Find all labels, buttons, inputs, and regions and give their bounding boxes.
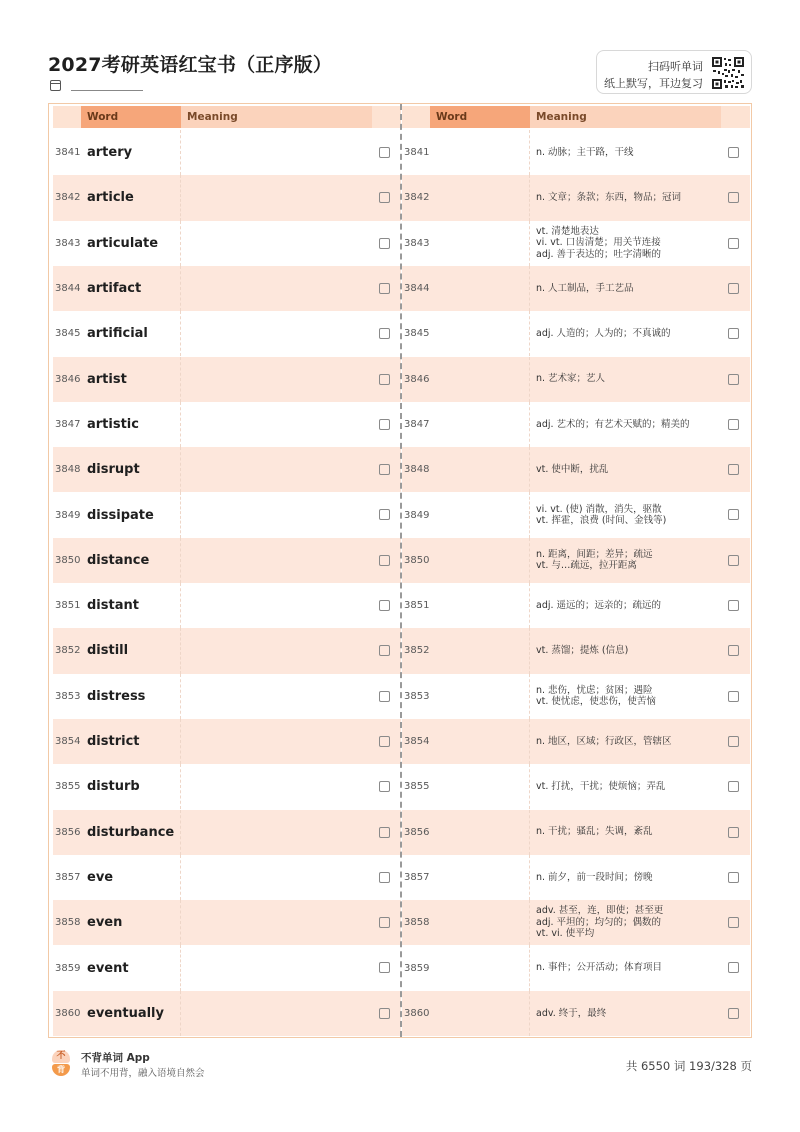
entry-meaning: n. 地区，区域；行政区，管辖区: [536, 735, 672, 747]
table-row: [402, 311, 750, 356]
meaning-blank-cell[interactable]: [181, 719, 372, 764]
entry-meaning: n. 动脉；主干路，干线: [536, 146, 634, 158]
checkbox[interactable]: [379, 147, 390, 158]
meaning-blank-cell[interactable]: [181, 130, 372, 175]
entry-number: 3841: [404, 147, 430, 159]
entry-meaning: adv. 甚至，连，即使；甚至更 adj. 平坦的；均匀的；偶数的 vt. vi. 使平均: [536, 905, 664, 940]
entry-number: 3847: [404, 418, 430, 430]
entry-word: distance: [87, 552, 150, 568]
entry-number: 3851: [55, 600, 81, 612]
entry-word: articulate: [87, 235, 159, 251]
word-blank-cell[interactable]: [430, 719, 530, 764]
entry-meaning: vt. 清楚地表达 vi. vt. 口齿清楚；用关节连接 adj. 善于表达的；吐字清晰的: [536, 225, 662, 260]
checkbox[interactable]: [379, 917, 390, 928]
page-title: 2027考研英语红宝书（正序版）: [48, 54, 333, 76]
table-row: [402, 719, 750, 764]
entry-meaning: n. 距离，间距；差异；疏远 vt. 与…疏远，拉开距离: [536, 548, 653, 572]
entry-number: 3843: [55, 237, 81, 249]
meaning-blank-cell[interactable]: [181, 175, 372, 220]
checkbox[interactable]: [728, 600, 739, 611]
word-blank-cell[interactable]: [430, 492, 530, 537]
table-row: [53, 674, 401, 719]
entry-word: distant: [87, 598, 139, 614]
entry-number: 3846: [404, 373, 430, 385]
table-row: [402, 266, 750, 311]
table-row: [53, 538, 401, 583]
table-row: [402, 764, 750, 809]
word-blank-cell[interactable]: [430, 764, 530, 809]
table-row: [53, 221, 401, 266]
entry-meaning: adv. 终于，最终: [536, 1007, 607, 1019]
entry-number: 3854: [404, 736, 430, 748]
logo-glyph-top: 不: [52, 1050, 70, 1063]
word-blank-cell[interactable]: [430, 991, 530, 1036]
table-row: [53, 492, 401, 537]
entry-number: 3848: [404, 464, 430, 476]
entry-number: 3843: [404, 237, 430, 249]
right-column-meanings: [402, 104, 750, 1037]
checkbox[interactable]: [728, 238, 739, 249]
entry-meaning: adj. 人造的；人为的；不真诚的: [536, 328, 671, 340]
entry-number: 3848: [55, 464, 81, 476]
meaning-blank-cell[interactable]: [181, 945, 372, 990]
checkbox[interactable]: [379, 827, 390, 838]
meaning-blank-cell[interactable]: [181, 855, 372, 900]
entry-number: 3849: [404, 509, 430, 521]
header-check-cell: [372, 106, 401, 128]
checkbox[interactable]: [728, 328, 739, 339]
word-blank-cell[interactable]: [430, 538, 530, 583]
table-row: [402, 447, 750, 492]
entry-meaning: vt. 蒸馏；提炼 (信息): [536, 645, 629, 657]
entry-word: artistic: [87, 416, 139, 432]
entry-number: 3853: [55, 690, 81, 702]
entry-meaning: n. 文章；条款；东西，物品；冠词: [536, 192, 682, 204]
entry-word: disturbance: [87, 824, 175, 840]
entry-word: district: [87, 734, 140, 750]
meaning-blank-cell[interactable]: [181, 674, 372, 719]
entry-number: 3858: [404, 917, 430, 929]
date-field: [50, 80, 143, 91]
entry-word: event: [87, 960, 129, 976]
word-blank-cell[interactable]: [430, 900, 530, 945]
entry-number: 3860: [55, 1007, 81, 1019]
checkbox[interactable]: [379, 238, 390, 249]
table-row: [53, 175, 401, 220]
entry-number: 3857: [404, 871, 430, 883]
entry-meaning: vt. 使中断，扰乱: [536, 463, 609, 475]
entry-word: disrupt: [87, 462, 140, 478]
page-counter: 共 6550 词 193/328 页: [625, 1059, 752, 1073]
entry-number: 3842: [55, 192, 81, 204]
meaning-blank-cell[interactable]: [181, 221, 372, 266]
entry-number: 3859: [404, 962, 430, 974]
entry-word: artifact: [87, 281, 142, 297]
word-blank-cell[interactable]: [430, 447, 530, 492]
logo-glyph-bottom: 背: [52, 1064, 70, 1076]
checkbox[interactable]: [728, 917, 739, 928]
word-blank-cell[interactable]: [430, 674, 530, 719]
table-row: [402, 628, 750, 673]
entry-meaning: adj. 艺术的；有艺术天赋的；精美的: [536, 418, 690, 430]
checkbox[interactable]: [379, 328, 390, 339]
checkbox[interactable]: [728, 736, 739, 747]
entry-word: even: [87, 915, 123, 931]
checkbox[interactable]: [379, 509, 390, 520]
table-row: [402, 221, 750, 266]
table-row: [53, 810, 401, 855]
word-blank-cell[interactable]: [430, 628, 530, 673]
entry-number: 3850: [55, 554, 81, 566]
checkbox[interactable]: [728, 509, 739, 520]
word-blank-cell[interactable]: [430, 810, 530, 855]
meaning-blank-cell[interactable]: [181, 628, 372, 673]
entry-number: 3859: [55, 962, 81, 974]
qr-code-icon[interactable]: [711, 56, 745, 90]
checkbox[interactable]: [379, 192, 390, 203]
word-blank-cell[interactable]: [430, 945, 530, 990]
entry-meaning: n. 艺术家；艺人: [536, 373, 606, 385]
table-row: [53, 719, 401, 764]
entry-number: 3849: [55, 509, 81, 521]
entry-number: 3846: [55, 373, 81, 385]
checkbox[interactable]: [379, 736, 390, 747]
checkbox[interactable]: [728, 1008, 739, 1019]
meaning-blank-cell[interactable]: [181, 402, 372, 447]
qr-caption-dictation: 纸上默写，耳边复习: [604, 77, 703, 90]
checkbox[interactable]: [379, 283, 390, 294]
entry-number: 3854: [55, 736, 81, 748]
table-row: [53, 628, 401, 673]
entry-word: artery: [87, 145, 133, 161]
entry-number: 3856: [55, 826, 81, 838]
entry-number: 3841: [55, 147, 81, 159]
table-row: [402, 855, 750, 900]
entry-number: 3852: [404, 645, 430, 657]
checkbox[interactable]: [728, 872, 739, 883]
header-check-cell: [721, 106, 750, 128]
table-row: [402, 900, 750, 945]
meaning-blank-cell[interactable]: [181, 583, 372, 628]
app-logo: [52, 1050, 72, 1076]
qr-caption-listen: 扫码听单词: [648, 60, 703, 73]
table-row: [402, 538, 750, 583]
meaning-blank-cell[interactable]: [181, 538, 372, 583]
header-meaning: Meaning: [530, 106, 721, 128]
checkbox[interactable]: [379, 374, 390, 385]
meaning-blank-cell[interactable]: [181, 900, 372, 945]
entry-number: 3860: [404, 1007, 430, 1019]
table-row: [53, 447, 401, 492]
word-blank-cell[interactable]: [430, 583, 530, 628]
table-row: [402, 991, 750, 1036]
entry-word: artist: [87, 371, 127, 387]
table-row: [53, 991, 401, 1036]
table-row: [402, 357, 750, 402]
entry-word: article: [87, 190, 134, 206]
checkbox[interactable]: [728, 374, 739, 385]
checkbox[interactable]: [379, 555, 390, 566]
word-blank-cell[interactable]: [430, 221, 530, 266]
header-word: Word: [430, 106, 530, 128]
checkbox[interactable]: [728, 962, 739, 973]
calendar-icon: [50, 80, 61, 91]
entry-word: eventually: [87, 1005, 164, 1021]
checkbox[interactable]: [728, 464, 739, 475]
entry-word: artificial: [87, 326, 148, 342]
word-blank-cell[interactable]: [430, 175, 530, 220]
entry-meaning: n. 干扰；骚乱；失调，紊乱: [536, 826, 653, 838]
entry-word: distill: [87, 643, 129, 659]
app-name: 不背单词 App: [81, 1052, 150, 1064]
entry-meaning: n. 人工制品，手工艺品: [536, 282, 634, 294]
app-tagline: 单词不用背，融入语境自然会: [81, 1068, 205, 1079]
entry-number: 3853: [404, 690, 430, 702]
meaning-blank-cell[interactable]: [181, 764, 372, 809]
entry-number: 3847: [55, 418, 81, 430]
checkbox[interactable]: [379, 962, 390, 973]
entry-meaning: adj. 遥远的；远亲的；疏远的: [536, 599, 662, 611]
table-row: [53, 402, 401, 447]
date-blank-line: [71, 90, 143, 91]
entry-number: 3850: [404, 554, 430, 566]
checkbox[interactable]: [379, 781, 390, 792]
table-row: [53, 945, 401, 990]
entry-word: dissipate: [87, 507, 154, 523]
table-row: [402, 402, 750, 447]
checkbox[interactable]: [379, 872, 390, 883]
checkbox[interactable]: [379, 419, 390, 430]
table-row: [53, 764, 401, 809]
checkbox[interactable]: [728, 645, 739, 656]
table-row: [402, 810, 750, 855]
word-blank-cell[interactable]: [430, 130, 530, 175]
entry-number: 3857: [55, 871, 81, 883]
meaning-blank-cell[interactable]: [181, 266, 372, 311]
header-number-cell: [402, 106, 430, 128]
checkbox[interactable]: [728, 827, 739, 838]
meaning-blank-cell[interactable]: [181, 492, 372, 537]
entry-word: distress: [87, 688, 146, 704]
entry-number: 3856: [404, 826, 430, 838]
table-row: [53, 583, 401, 628]
entry-number: 3855: [404, 781, 430, 793]
table-row: [53, 130, 401, 175]
word-blank-cell[interactable]: [430, 266, 530, 311]
table-row: [402, 674, 750, 719]
entry-meaning: n. 悲伤，忧虑；贫困；遇险 vt. 使忧虑，使悲伤，使苦恼: [536, 684, 656, 708]
checkbox[interactable]: [728, 419, 739, 430]
qr-audio-card[interactable]: [596, 50, 752, 94]
table-row: [402, 945, 750, 990]
word-blank-cell[interactable]: [430, 855, 530, 900]
meaning-blank-cell[interactable]: [181, 311, 372, 356]
checkbox[interactable]: [379, 1008, 390, 1019]
checkbox[interactable]: [379, 645, 390, 656]
meaning-blank-cell[interactable]: [181, 447, 372, 492]
table-row: [402, 492, 750, 537]
entry-number: 3845: [55, 328, 81, 340]
checkbox[interactable]: [728, 283, 739, 294]
left-column-words: [53, 104, 401, 1037]
checkbox[interactable]: [728, 555, 739, 566]
table-row: [53, 900, 401, 945]
word-blank-cell[interactable]: [430, 402, 530, 447]
checkbox[interactable]: [728, 192, 739, 203]
entry-meaning: n. 事件；公开活动；体育项目: [536, 962, 663, 974]
meaning-blank-cell[interactable]: [181, 357, 372, 402]
table-row: [402, 175, 750, 220]
checkbox[interactable]: [379, 600, 390, 611]
table-row: [53, 311, 401, 356]
meaning-blank-cell[interactable]: [181, 810, 372, 855]
header-meaning: Meaning: [181, 106, 372, 128]
entry-number: 3852: [55, 645, 81, 657]
header-word: Word: [81, 106, 181, 128]
vocab-sheet: [48, 103, 752, 1038]
entry-number: 3855: [55, 781, 81, 793]
word-blank-cell[interactable]: [430, 311, 530, 356]
entry-meaning: vi. vt. (使) 消散，消失，驱散 vt. 挥霍，浪费 (时间、金钱等): [536, 503, 667, 527]
header-number-cell: [53, 106, 81, 128]
checkbox[interactable]: [728, 147, 739, 158]
table-row: [53, 266, 401, 311]
table-row: [402, 130, 750, 175]
entry-word: eve: [87, 869, 114, 885]
entry-number: 3842: [404, 192, 430, 204]
checkbox[interactable]: [379, 464, 390, 475]
entry-number: 3858: [55, 917, 81, 929]
entry-meaning: n. 前夕，前一段时间；傍晚: [536, 871, 653, 883]
entry-number: 3844: [55, 283, 81, 295]
table-row: [402, 583, 750, 628]
meaning-blank-cell[interactable]: [181, 991, 372, 1036]
checkbox[interactable]: [379, 691, 390, 702]
checkbox[interactable]: [728, 781, 739, 792]
entry-meaning: vt. 打扰，干扰；使烦恼；弄乱: [536, 781, 666, 793]
entry-number: 3845: [404, 328, 430, 340]
entry-number: 3844: [404, 283, 430, 295]
table-row: [53, 855, 401, 900]
checkbox[interactable]: [728, 691, 739, 702]
entry-number: 3851: [404, 600, 430, 612]
entry-word: disturb: [87, 779, 140, 795]
table-row: [53, 357, 401, 402]
word-blank-cell[interactable]: [430, 357, 530, 402]
